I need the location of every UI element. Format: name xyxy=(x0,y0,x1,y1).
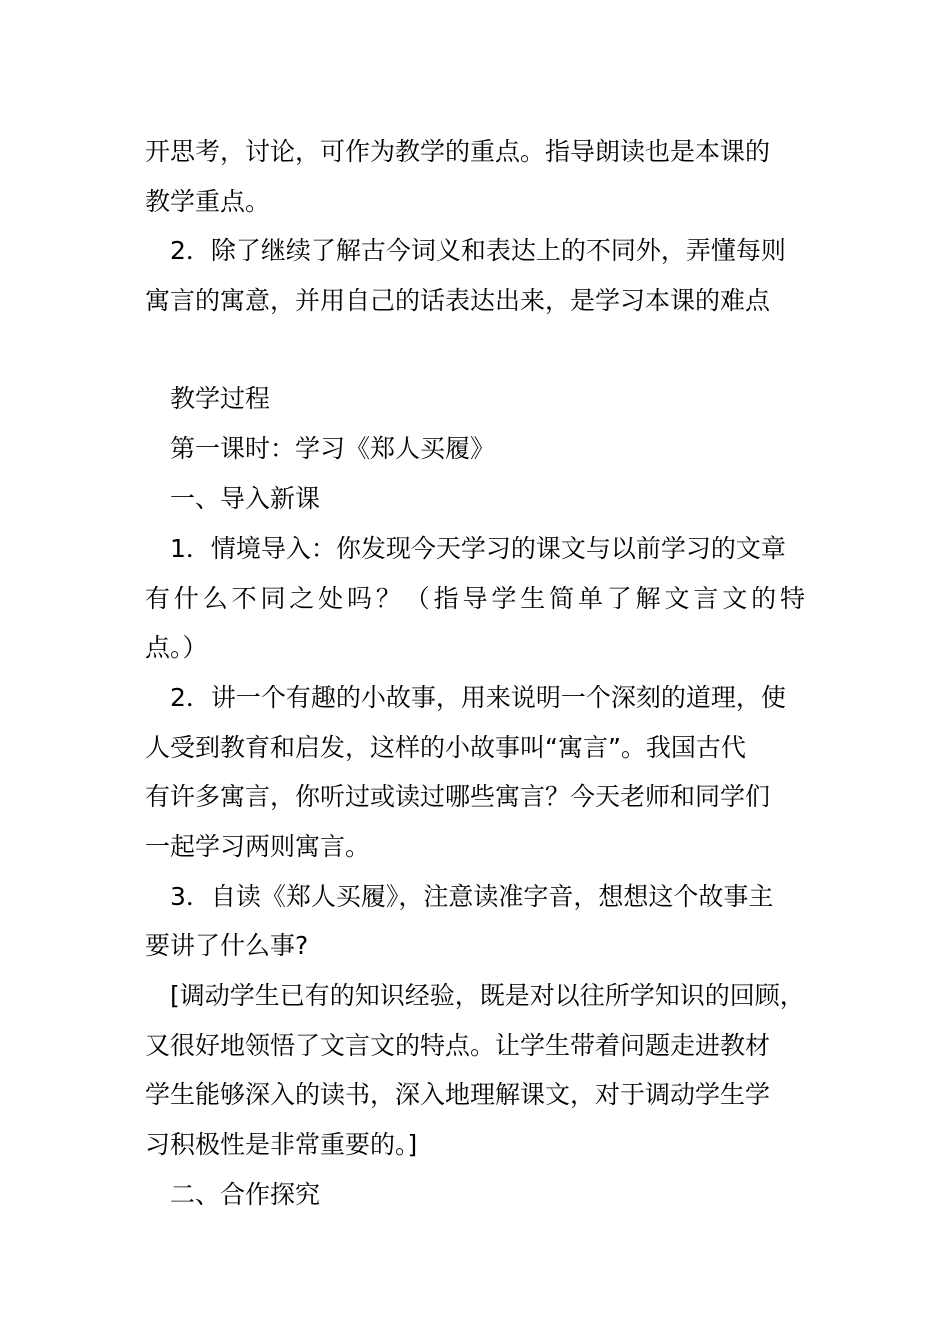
section-heading: 一、导入新课 xyxy=(170,484,321,513)
text-line: 寓言的寓意，并用自己的话表达出来，是学习本课的难点 xyxy=(145,286,771,315)
note-line: 又很好地领悟了文言文的特点。让学生带着问题走进教材 xyxy=(145,1031,771,1060)
text-line: 2．除了继续了解古今词义和表达上的不同外，弄懂每则 xyxy=(170,236,786,265)
section-heading: 二、合作探究 xyxy=(170,1180,321,1209)
text-line: 3．自读《郑人买履》，注意读准字音，想想这个故事主 xyxy=(170,882,774,911)
note-line: [调动学生已有的知识经验，既是对以往所学知识的回顾， xyxy=(170,981,805,1010)
text-line: 开思考，讨论，可作为教学的重点。指导朗读也是本课的 xyxy=(145,137,771,166)
text-line: 点。） xyxy=(145,633,208,662)
text-line: 有什么不同之处吗？（指导学生简单了解文言文的特 xyxy=(145,584,805,613)
text-line: 1．情境导入：你发现今天学习的课文与以前学习的文章 xyxy=(170,534,786,563)
text-line: 2．讲一个有趣的小故事，用来说明一个深刻的道理，使 xyxy=(170,683,786,712)
text-line: 人受到教育和启发，这样的小故事叫“寓言”。我国古代 xyxy=(145,733,746,762)
note-line: 习积极性是非常重要的。] xyxy=(145,1130,418,1159)
note-line: 学生能够深入的读书，深入地理解课文，对于调动学生学 xyxy=(145,1080,771,1109)
lesson-title: 第一课时：学习《郑人买履》 xyxy=(170,434,496,463)
text-line: 一起学习两则寓言。 xyxy=(145,832,371,861)
text-line: 要讲了什么事? xyxy=(145,931,309,960)
section-heading: 教学过程 xyxy=(170,384,271,413)
text-line: 有许多寓言，你听过或读过哪些寓言？今天老师和同学们 xyxy=(145,782,771,811)
text-line: 教学重点。 xyxy=(145,187,271,216)
